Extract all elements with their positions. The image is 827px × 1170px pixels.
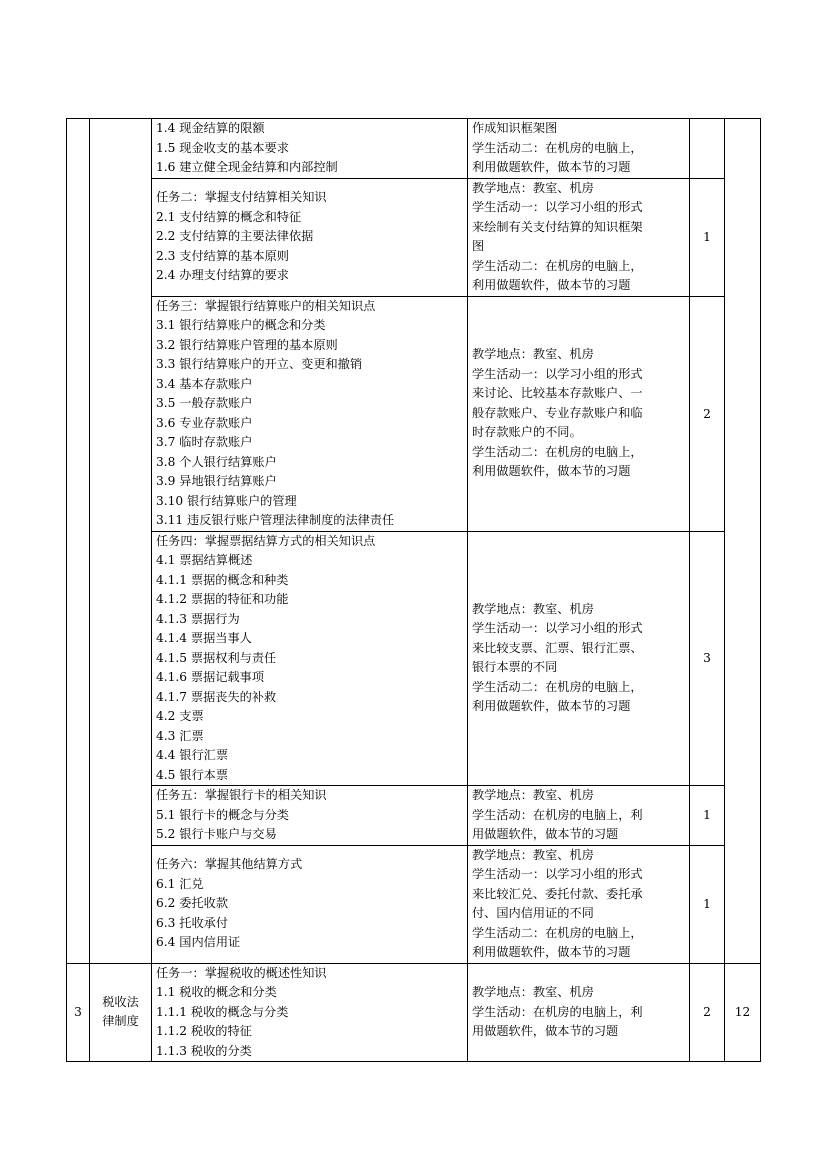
content-line: 3.6 专业存款账户 bbox=[156, 415, 253, 430]
activity-line: 用做题软件，做本节的习题 bbox=[472, 827, 619, 841]
content-line: 1.1.2 税收的特征 bbox=[156, 1024, 252, 1038]
activity-line: 学生活动二：在机房的电脑上， bbox=[472, 679, 643, 694]
content-line: 5.2 银行卡账户与交易 bbox=[156, 827, 277, 841]
activity-line: 学生活动二：在机房的电脑上， bbox=[472, 140, 643, 155]
activity-line: 利用做题软件，做本节的习题 bbox=[472, 945, 631, 959]
activity-line: 来比较汇兑、委托付款、委托承 bbox=[472, 886, 643, 901]
content-line: 4.3 汇票 bbox=[156, 728, 204, 743]
table-row bbox=[67, 296, 761, 531]
content-line: 2.4 办理支付结算的要求 bbox=[156, 268, 289, 283]
content-line: 6.1 汇兑 bbox=[156, 876, 204, 891]
total-hours-cell bbox=[725, 119, 761, 964]
activity-line: 利用做题软件，做本节的习题 bbox=[472, 160, 631, 174]
table-row bbox=[67, 178, 761, 296]
content-line: 1.1.1 税收的概念与分类 bbox=[156, 1004, 289, 1019]
activity-line: 图 bbox=[472, 239, 485, 253]
content-cell bbox=[152, 845, 468, 963]
content-line: 任务三：掌握银行结算账户的相关知识点 bbox=[156, 298, 376, 313]
content-line: 4.1.2 票据的特征和功能 bbox=[156, 592, 289, 606]
hours-cell: 1 bbox=[690, 178, 725, 296]
content-cell bbox=[152, 786, 468, 846]
content-line: 3.1 银行结算账户的概念和分类 bbox=[156, 318, 326, 332]
content-line: 6.4 国内信用证 bbox=[156, 935, 241, 950]
activity-line: 学生活动一：以学习小组的形式 bbox=[472, 867, 643, 881]
activity-cell bbox=[468, 296, 690, 531]
activity-line: 利用做题软件，做本节的习题 bbox=[472, 464, 631, 479]
unit-number-cell bbox=[67, 119, 90, 964]
content-line: 3.7 临时存款账户 bbox=[156, 435, 253, 449]
content-line: 1.1 税收的概念和分类 bbox=[156, 985, 277, 999]
content-line: 任务六：掌握其他结算方式 bbox=[156, 857, 303, 872]
project-line: 税收法 bbox=[102, 995, 139, 1010]
hours-cell: 2 bbox=[690, 296, 725, 531]
activity-line: 学生活动二：在机房的电脑上， bbox=[472, 444, 643, 459]
hours-cell bbox=[690, 119, 725, 179]
activity-line: 学生活动一：以学习小组的形式 bbox=[472, 200, 643, 214]
activity-cell bbox=[468, 119, 690, 179]
activity-line: 利用做题软件，做本节的习题 bbox=[472, 278, 631, 292]
content-line: 任务一：掌握税收的概述性知识 bbox=[156, 965, 327, 980]
activity-line: 教学地点：教室、机房 bbox=[472, 347, 594, 362]
content-line: 3.4 基本存款账户 bbox=[156, 376, 253, 391]
activity-cell bbox=[468, 845, 690, 963]
activity-line: 教学地点：教室、机房 bbox=[472, 180, 594, 195]
content-line: 4.1.1 票据的概念和种类 bbox=[156, 572, 289, 587]
content-line: 任务五：掌握银行卡的相关知识 bbox=[156, 788, 327, 802]
project-cell bbox=[90, 963, 152, 1062]
activity-line: 付、国内信用证的不同 bbox=[472, 906, 594, 920]
content-line: 4.4 银行汇票 bbox=[156, 748, 229, 762]
unit-number-cell: 3 bbox=[67, 963, 90, 1062]
hours-cell: 2 bbox=[690, 963, 725, 1062]
project-cell bbox=[90, 119, 152, 964]
activity-line: 用做题软件，做本节的习题 bbox=[472, 1024, 619, 1038]
content-line: 2.3 支付结算的基本原则 bbox=[156, 248, 289, 263]
project-line: 律制度 bbox=[102, 1014, 139, 1029]
activity-line: 作成知识框架图 bbox=[472, 121, 558, 135]
content-line: 4.2 支票 bbox=[156, 709, 204, 723]
activity-line: 来比较支票、汇票、银行汇票、 bbox=[472, 640, 643, 655]
content-line: 4.1.5 票据权利与责任 bbox=[156, 650, 277, 665]
hours-cell: 1 bbox=[690, 786, 725, 846]
content-line: 3.11 违反银行账户管理法律制度的法律责任 bbox=[156, 513, 395, 527]
content-line: 2.2 支付结算的主要法律依据 bbox=[156, 229, 314, 244]
content-cell bbox=[152, 531, 468, 786]
activity-line: 教学地点：教室、机房 bbox=[472, 985, 594, 999]
content-line: 3.8 个人银行结算账户 bbox=[156, 454, 277, 469]
content-line: 3.9 异地银行结算账户 bbox=[156, 474, 277, 488]
activity-line: 来讨论、比较基本存款账户、一 bbox=[472, 386, 643, 401]
content-line: 1.5 现金收支的基本要求 bbox=[156, 140, 289, 155]
content-line: 2.1 支付结算的概念和特征 bbox=[156, 209, 302, 224]
table-row bbox=[67, 119, 761, 179]
content-line: 4.1.7 票据丧失的补救 bbox=[156, 689, 277, 704]
content-line: 3.3 银行结算账户的开立、变更和撤销 bbox=[156, 357, 363, 371]
content-line: 1.4 现金结算的限额 bbox=[156, 121, 265, 135]
content-line: 3.2 银行结算账户管理的基本原则 bbox=[156, 337, 338, 352]
content-line: 任务四：掌握票据结算方式的相关知识点 bbox=[156, 533, 376, 548]
activity-line: 利用做题软件，做本节的习题 bbox=[472, 699, 631, 714]
content-line: 5.1 银行卡的概念与分类 bbox=[156, 807, 289, 822]
activity-cell bbox=[468, 178, 690, 296]
content-line: 3.10 银行结算账户的管理 bbox=[156, 493, 297, 508]
content-line: 任务二：掌握支付结算相关知识 bbox=[156, 190, 327, 205]
activity-line: 般存款账户、专业存款账户和临 bbox=[472, 405, 643, 420]
activity-cell bbox=[468, 786, 690, 846]
table-row bbox=[67, 786, 761, 846]
activity-line: 教学地点：教室、机房 bbox=[472, 847, 594, 862]
hours-cell: 3 bbox=[690, 531, 725, 786]
table-row bbox=[67, 531, 761, 786]
total-hours-cell: 12 bbox=[725, 963, 761, 1062]
content-line: 4.1.4 票据当事人 bbox=[156, 631, 252, 645]
activity-line: 来绘制有关支付结算的知识框架 bbox=[472, 219, 643, 234]
hours-cell: 1 bbox=[690, 845, 725, 963]
content-cell bbox=[152, 119, 468, 179]
content-line: 1.1.3 税收的分类 bbox=[156, 1043, 252, 1058]
activity-line: 银行本票的不同 bbox=[472, 660, 558, 675]
activity-cell bbox=[468, 963, 690, 1062]
content-cell bbox=[152, 178, 468, 296]
content-line: 6.2 委托收款 bbox=[156, 896, 229, 911]
content-cell bbox=[152, 296, 468, 531]
syllabus-table bbox=[66, 118, 761, 1062]
table-row bbox=[67, 963, 761, 1062]
content-line: 1.6 建立健全现金结算和内部控制 bbox=[156, 160, 338, 174]
content-line: 4.1.6 票据记载事项 bbox=[156, 670, 265, 684]
activity-line: 学生活动一：以学习小组的形式 bbox=[472, 366, 643, 381]
content-line: 4.1.3 票据行为 bbox=[156, 611, 240, 626]
activity-line: 时存款账户的不同。 bbox=[472, 425, 582, 440]
activity-line: 教学地点：教室、机房 bbox=[472, 601, 594, 616]
content-cell bbox=[152, 963, 468, 1062]
table-row bbox=[67, 845, 761, 963]
content-line: 6.3 托收承付 bbox=[156, 915, 229, 930]
activity-line: 学生活动：在机房的电脑上，利 bbox=[472, 807, 643, 822]
content-line: 4.1 票据结算概述 bbox=[156, 553, 253, 567]
activity-line: 学生活动二：在机房的电脑上， bbox=[472, 258, 643, 273]
content-line: 3.5 一般存款账户 bbox=[156, 396, 253, 410]
activity-line: 学生活动一：以学习小组的形式 bbox=[472, 621, 643, 636]
content-line: 4.5 银行本票 bbox=[156, 767, 229, 782]
activity-line: 学生活动：在机房的电脑上，利 bbox=[472, 1004, 643, 1019]
activity-line: 教学地点：教室、机房 bbox=[472, 788, 594, 802]
activity-cell bbox=[468, 531, 690, 786]
activity-line: 学生活动二：在机房的电脑上， bbox=[472, 925, 643, 940]
